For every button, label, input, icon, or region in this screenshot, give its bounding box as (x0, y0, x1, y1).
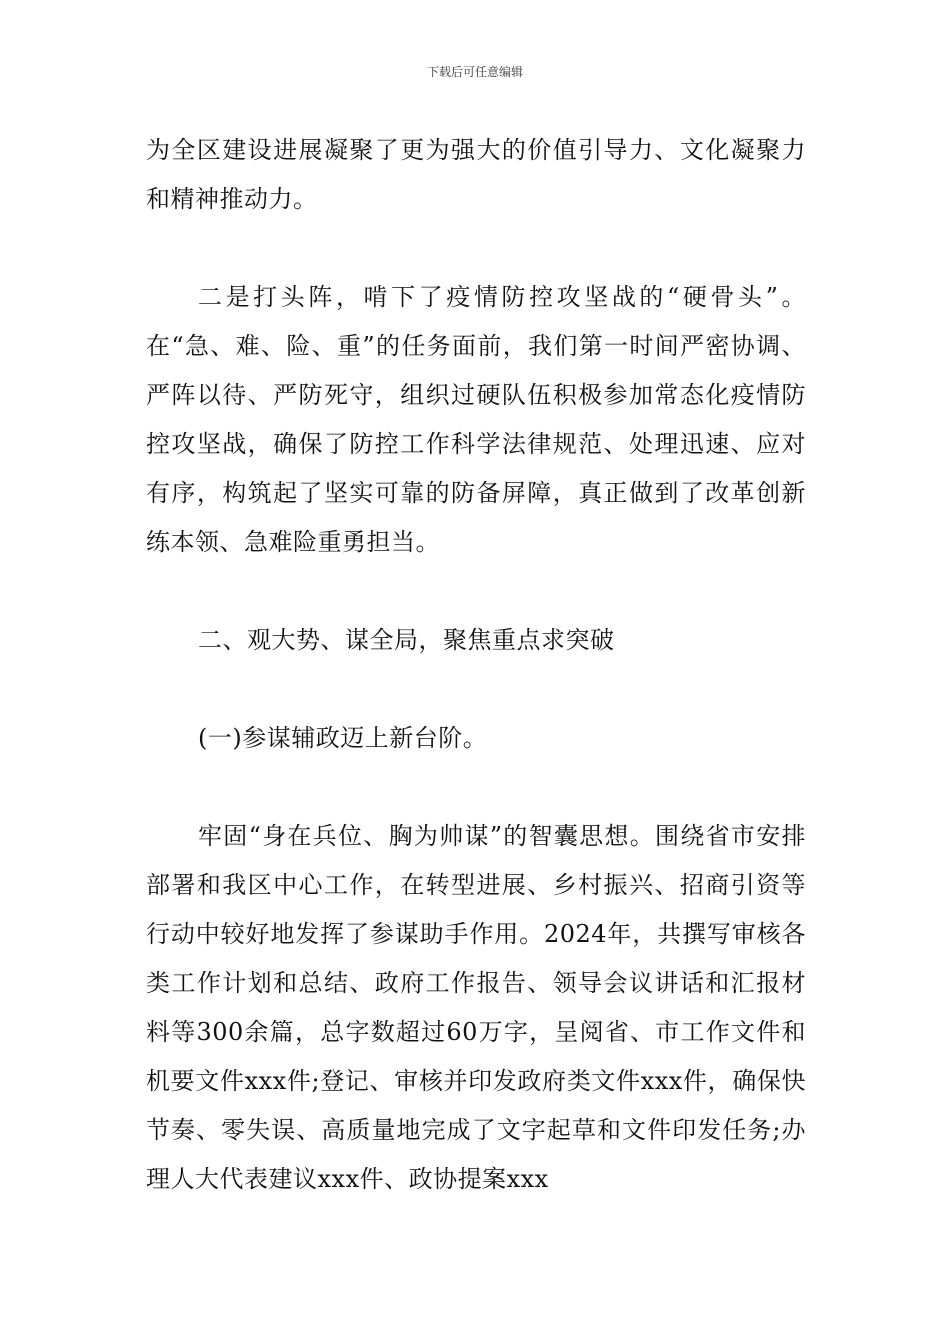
page-header: 下载后可任意编辑 (426, 65, 523, 79)
paragraph-3: 牢固“身在兵位、胸为帅谋”的智囊思想。围绕省市安排部署和我区中心工作，在转型进展、乡村振兴、招商引资等行动中较好地发挥了参谋助手作用。2024年，共撰写审核各类工作计划和总结、政府工作报告、领导会议讲话和汇报材料等300余篇，总字数超过60万字，呈阅省、市工作文件和机要文件xxx件;登记、审核并印发政府类文件xxx件，确保快节奏、零失误、高质量地完成了文字起草和文件印发任务;办理人大代表建议xxx件、政协提案xxx (146, 822, 806, 1193)
section-heading-2: 二、观大势、谋全局，聚焦重点求突破 (198, 626, 615, 654)
paragraph-2: 二是打头阵，啃下了疫情防控攻坚战的“硬骨头”。在“急、难、险、重”的任务面前，我们第一时间严密协调、严阵以待、严防死守，组织过硬队伍积极参加常态化疫情防控攻坚战，确保了防控工作科学法律规范、处理迅速、应对有序，构筑起了坚实可靠的防备屏障，真正做到了改革创新练本领、急难险重勇担当。 (146, 283, 806, 556)
subsection-heading-1: (一)参谋辅政迈上新台阶。 (198, 724, 488, 752)
document-body (146, 126, 806, 1204)
paragraph-1: 为全区建设进展凝聚了更为强大的价值引导力、文化凝聚力和精神推动力。 (146, 136, 806, 213)
